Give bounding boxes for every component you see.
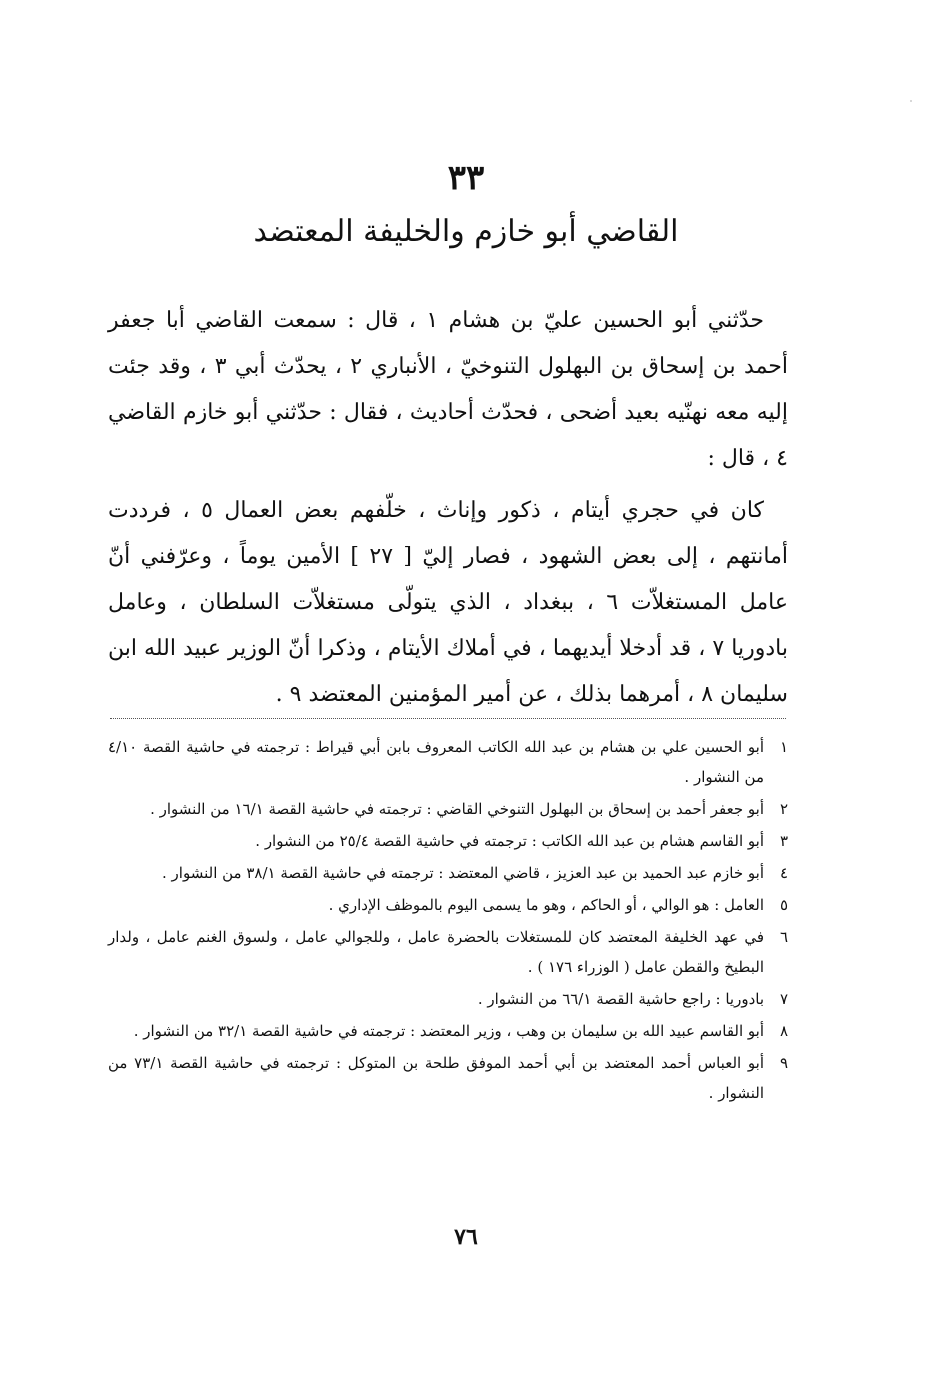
footnote (108, 922, 788, 982)
footnote-text: العامل : هو الوالي ، أو الحاكم ، وهو ما يسمى اليوم بالموظف الإداري . (328, 896, 764, 914)
footnote-number: ٤ (779, 864, 788, 882)
footnote-text: أبو القاسم هشام بن عبد الله الكاتب : ترجمته في حاشية القصة ٢٥/٤ من النشوار . (255, 832, 764, 850)
paragraph-2: كان في حجري أيتام ، ذكور وإناث ، خلّفهم بعض العمال ٥ ، فرددت أمانتهم ، إلى بعض الشهود ، فصار إليّ [ ٢٧ ] الأمين يوماً ، وعرّفني أنّ عامل المستغلاّت ٦ ، ببغداد ، الذي يتولّى مستغلاّت السلطان ، وعامل بادوريا ٧ ، قد أدخلا أيديهما ، في أملاك الأيتام ، وذكرا أنّ الوزير عبيد الله ابن سليمان ٨ ، أمرهما بذلك ، عن أمير المؤمنين المعتضد ٩ . (108, 498, 788, 707)
footnote-separator (110, 718, 786, 719)
footnote-text: بادوريا : راجع حاشية القصة ٦٦/١ من النشوار . (477, 990, 764, 1008)
footnote-number: ٧ (779, 990, 788, 1008)
footnote-text: أبو الحسين علي بن هشام بن عبد الله الكاتب المعروف بابن أبي قيراط : ترجمته في حاشية القصة ٤/١٠ من النشوار . (108, 738, 764, 786)
footnote (108, 858, 788, 888)
paragraph-1: حدّثني أبو الحسين عليّ بن هشام ١ ، قال : سمعت القاضي أبا جعفر أحمد بن إسحاق بن البهلول التنوخيّ ، الأنباري ٢ ، يحدّث أبي ٣ ، وقد جئت إليه معه نهنّيه بعيد أضحى ، فحدّث أحاديث ، فقال : حدّثني أبو خازم القاضي ٤ ، قال : (108, 308, 788, 471)
footnote-number: ٨ (779, 1022, 788, 1040)
chapter-number: ٣٣ (447, 158, 485, 198)
footnote-number: ٩ (779, 1054, 788, 1072)
footnote-text: أبو العباس أحمد المعتضد بن أبي أحمد الموفق طلحة بن المتوكل : ترجمته في حاشية القصة ٧٣/١ من النشوار . (108, 1054, 764, 1102)
page-number: ٧٦ (454, 1224, 478, 1250)
footnote (108, 794, 788, 824)
footnote-number: ٣ (779, 832, 788, 850)
footnote (108, 1048, 788, 1108)
footnote (108, 890, 788, 920)
footnote (108, 826, 788, 856)
footnote-text: أبو القاسم عبيد الله بن سليمان بن وهب ، وزير المعتضد : ترجمته في حاشية القصة ٣٢/١ من النشوار . (133, 1022, 764, 1040)
footnote-number: ٢ (779, 800, 788, 818)
footnote-text: أبو جعفر أحمد بن إسحاق بن البهلول التنوخي القاضي : ترجمته في حاشية القصة ١٦/١ من النشوار . (150, 800, 764, 818)
story-body (108, 298, 788, 718)
footnote (108, 732, 788, 792)
footnotes (108, 732, 788, 1110)
footnote (108, 984, 788, 1014)
footnote-text: أبو خازم عبد الحميد بن عبد العزيز ، قاضي المعتضد : ترجمته في حاشية القصة ٣٨/١ من النشوار . (162, 864, 764, 882)
chapter-title: القاضي أبو خازم والخليفة المعتضد (253, 214, 679, 249)
footnote (108, 1016, 788, 1046)
footnote-text: في عهد الخليفة المعتضد كان للمستغلات بالحضرة عامل ، وللجوالي عامل ، ولسوق الغنم عامل ، ولدار البطيخ والقطن عامل ( الوزراء ١٧٦ ) . (108, 928, 764, 976)
footnote-number: ٦ (779, 928, 788, 946)
footnote-number: ١ (779, 738, 788, 756)
footnote-number: ٥ (779, 896, 788, 914)
scan-speck (910, 100, 912, 102)
